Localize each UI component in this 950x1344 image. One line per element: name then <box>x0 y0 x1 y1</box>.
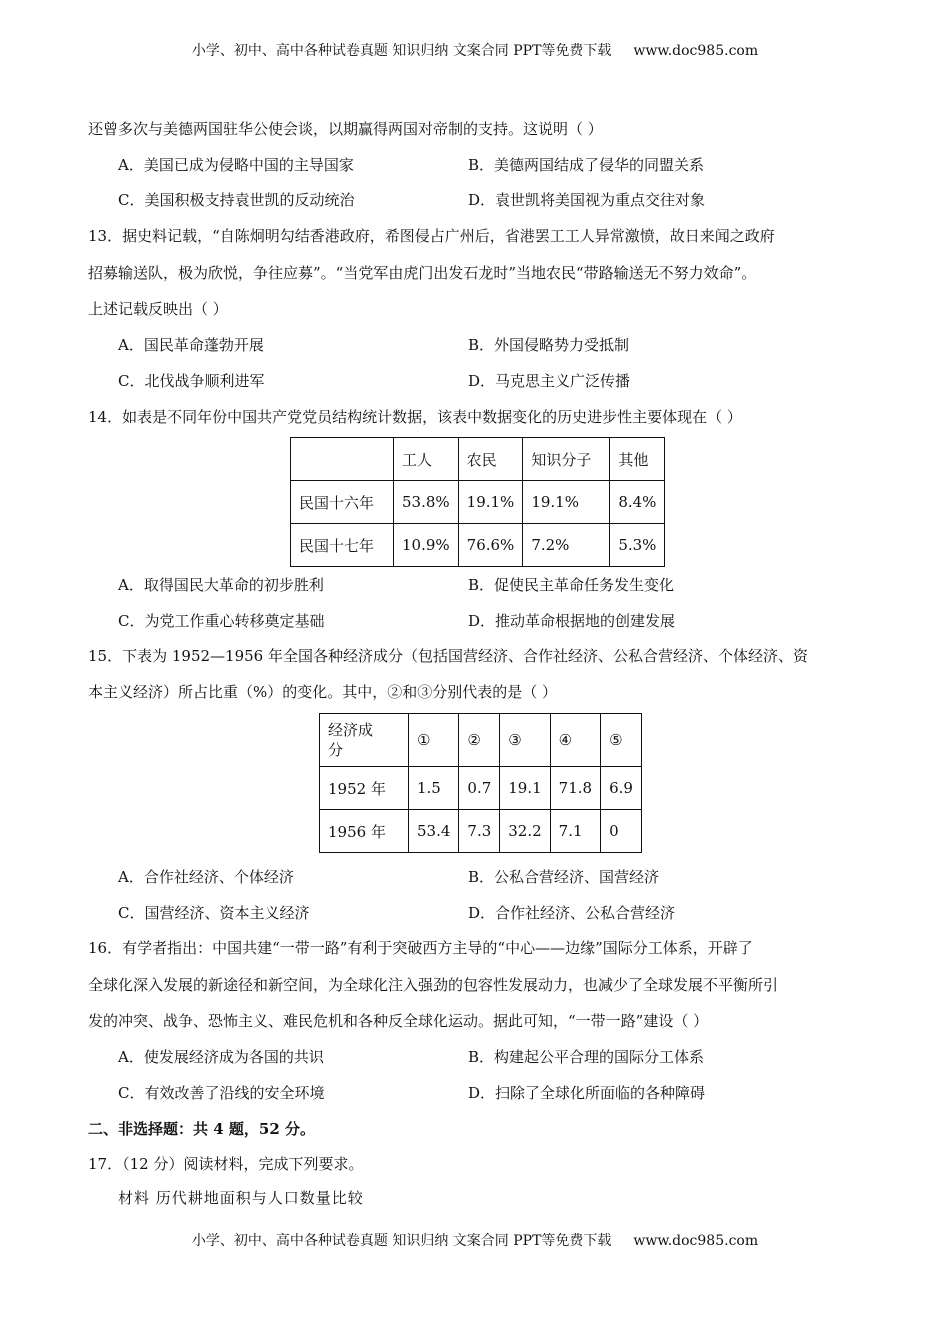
table-cell: ③ <box>500 714 550 767</box>
q16-option-a: A．使发展经济成为各国的共识 <box>118 1048 324 1066</box>
table-cell: 19.1% <box>523 481 610 524</box>
q12-option-d: D．袁世凯将美国视为重点交往对象 <box>468 191 706 209</box>
table-cell: 民国十六年 <box>291 481 394 524</box>
q16-option-c: C．有效改善了沿线的安全环境 <box>118 1084 325 1102</box>
page-header <box>0 40 950 60</box>
table-cell: 7.1 <box>550 810 600 853</box>
table-cell: 53.8% <box>394 481 459 524</box>
table-row <box>291 524 665 567</box>
table-header-line: 分 <box>328 741 344 759</box>
section-title: 二、非选择题：共 4 题，52 分。 <box>88 1120 315 1138</box>
table-row <box>320 714 642 767</box>
footer-text: 小学、初中、高中各种试卷真题 知识归纳 文案合同 PPT等免费下载 <box>191 1233 612 1249</box>
table-row <box>320 810 642 853</box>
footer-site: www.doc985.com <box>633 1233 759 1249</box>
q13-option-a: A．国民革命蓬勃开展 <box>118 336 264 354</box>
table-cell: 19.1 <box>500 767 550 810</box>
q13-option-c: C．北伐战争顺利进军 <box>118 372 265 390</box>
table-row <box>291 481 665 524</box>
table-cell: 19.1% <box>458 481 523 524</box>
table-cell: 71.8 <box>550 767 600 810</box>
table-row <box>291 438 665 481</box>
q15-line-1: 15．下表为 1952—1956 年全国各种经济成分（包括国营经济、合作社经济、公私合营经济、个体经济、资 <box>88 647 808 665</box>
table-cell: 10.9% <box>394 524 459 567</box>
q17-line: 17．（12 分）阅读材料，完成下列要求。 <box>88 1155 364 1173</box>
q14-option-c: C．为党工作重心转移奠定基础 <box>118 612 325 630</box>
q15-option-d: D．合作社经济、公私合营经济 <box>468 904 676 922</box>
table-cell: 32.2 <box>500 810 550 853</box>
table-cell: ① <box>409 714 459 767</box>
header-site: www.doc985.com <box>633 43 759 59</box>
q15-option-b: B．公私合营经济、国营经济 <box>468 868 660 886</box>
table-cell: 1952 年 <box>320 767 409 810</box>
table-cell: 53.4 <box>409 810 459 853</box>
q16-option-b: B．构建起公平合理的国际分工体系 <box>468 1048 705 1066</box>
q14-option-a: A．取得国民大革命的初步胜利 <box>118 576 324 594</box>
page-footer <box>0 1230 950 1250</box>
q16-line-2: 全球化深入发展的新途径和新空间，为全球化注入强劲的包容性发展动力，也减少了全球发展不平衡所引 <box>88 976 779 994</box>
table-row <box>320 767 642 810</box>
table-header-line: 经济成 <box>328 721 374 739</box>
q17-material: 材料 历代耕地面积与人口数量比较 <box>118 1189 364 1207</box>
table-cell: 农民 <box>458 438 523 481</box>
q14-table <box>290 437 665 567</box>
table-cell <box>320 714 409 767</box>
q13-line-2: 招募输送队，极为欣悦，争往应募”。“当党军由虎门出发石龙时”当地农民“带路输送无不努力效命”。 <box>88 264 757 282</box>
table-cell: 0 <box>601 810 642 853</box>
table-cell: 1956 年 <box>320 810 409 853</box>
table-cell: 民国十七年 <box>291 524 394 567</box>
table-cell: 知识分子 <box>523 438 610 481</box>
q13-option-d: D．马克思主义广泛传播 <box>468 372 631 390</box>
q12-option-b: B．美德两国结成了侵华的同盟关系 <box>468 156 705 174</box>
q14-line: 14．如表是不同年份中国共产党党员结构统计数据，该表中数据变化的历史进步性主要体现在（ ） <box>88 408 742 426</box>
q16-line-1: 16．有学者指出：中国共建“一带一路”有利于突破西方主导的“中心——边缘”国际分工体系，开辟了 <box>88 939 753 957</box>
table-cell: 6.9 <box>601 767 642 810</box>
table-cell: 76.6% <box>458 524 523 567</box>
table-cell <box>291 438 394 481</box>
table-cell: ② <box>459 714 500 767</box>
table-cell: 工人 <box>394 438 459 481</box>
table-cell: 8.4% <box>610 481 665 524</box>
q13-line-1: 13．据史料记载，“自陈炯明勾结香港政府，希图侵占广州后，省港罢工工人异常激愤，故日来闻之政府 <box>88 227 775 245</box>
table-cell: 5.3% <box>610 524 665 567</box>
table-cell: 0.7 <box>459 767 500 810</box>
q14-option-d: D．推动革命根据地的创建发展 <box>468 612 676 630</box>
table-cell: 7.2% <box>523 524 610 567</box>
table-cell: ⑤ <box>601 714 642 767</box>
table-cell: 1.5 <box>409 767 459 810</box>
q16-line-3: 发的冲突、战争、恐怖主义、难民危机和各种反全球化运动。据此可知，“一带一路”建设（ ） <box>88 1012 709 1030</box>
q15-line-2: 本主义经济）所占比重（%）的变化。其中，②和③分别代表的是（ ） <box>88 683 558 701</box>
q12-option-c: C．美国积极支持袁世凯的反动统治 <box>118 191 355 209</box>
table-cell: 其他 <box>610 438 665 481</box>
q13-line-3: 上述记载反映出（ ） <box>88 300 228 318</box>
q15-option-c: C．国营经济、资本主义经济 <box>118 904 310 922</box>
q16-option-d: D．扫除了全球化所面临的各种障碍 <box>468 1084 706 1102</box>
q14-option-b: B．促使民主革命任务发生变化 <box>468 576 675 594</box>
q12-option-a: A．美国已成为侵略中国的主导国家 <box>118 156 354 174</box>
q15-option-a: A．合作社经济、个体经济 <box>118 868 294 886</box>
table-cell: ④ <box>550 714 600 767</box>
q15-table <box>319 713 642 853</box>
table-cell: 7.3 <box>459 810 500 853</box>
q12-tail: 还曾多次与美德两国驻华公使会谈，以期赢得两国对帝制的支持。这说明（ ） <box>88 120 603 138</box>
header-text: 小学、初中、高中各种试卷真题 知识归纳 文案合同 PPT等免费下载 <box>191 43 612 59</box>
q13-option-b: B．外国侵略势力受抵制 <box>468 336 630 354</box>
